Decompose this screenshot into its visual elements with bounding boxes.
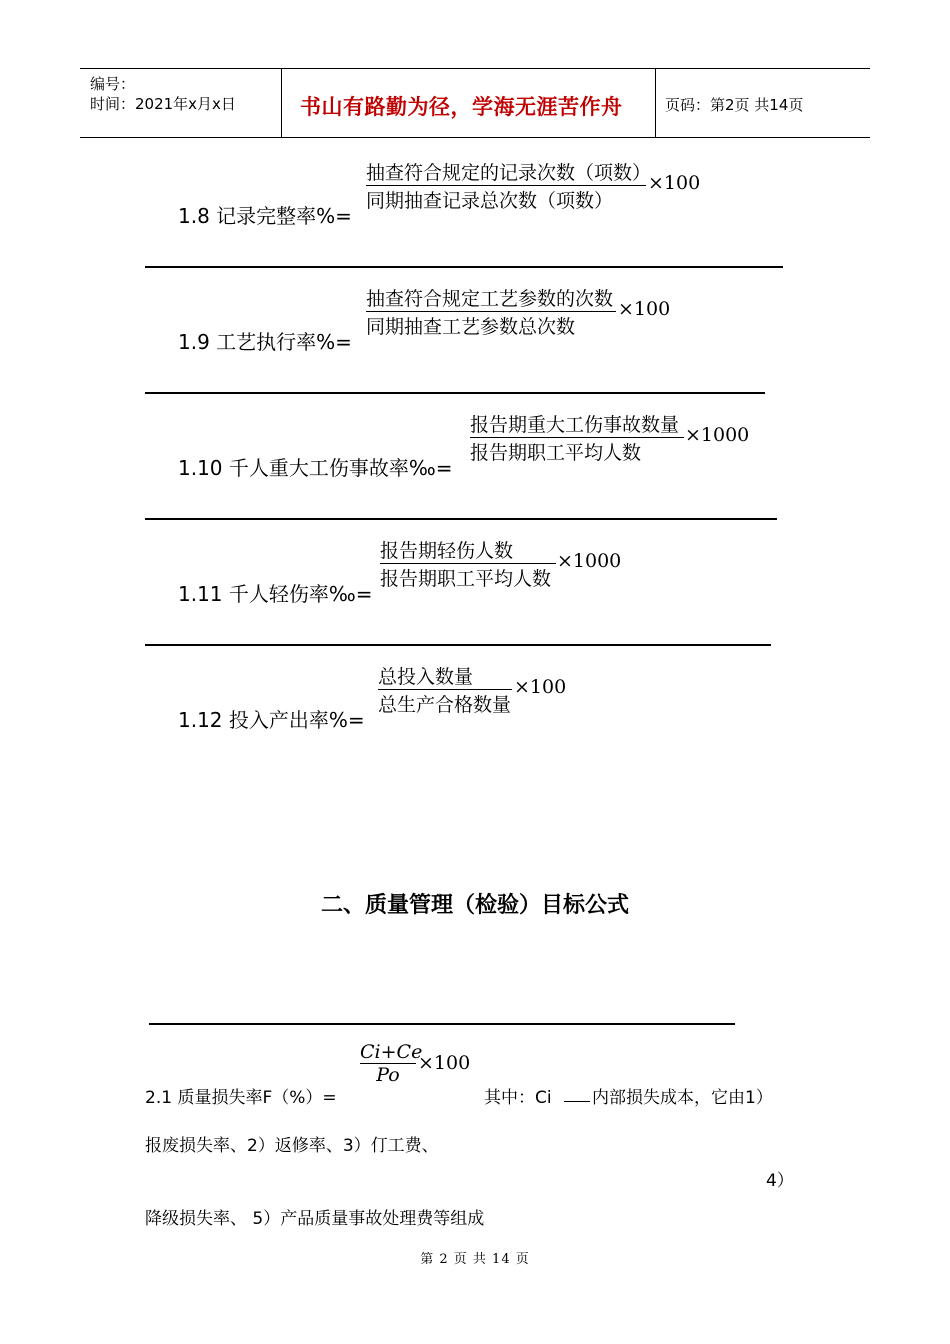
page-footer: 第 2 页 共 14 页 — [420, 1252, 530, 1267]
formula-label: 2.1 质量损失率F（%）= — [145, 1088, 337, 1108]
underline-blank — [564, 1101, 590, 1102]
header-table — [80, 68, 870, 138]
fraction-denominator: 总生产合格数量 — [378, 694, 512, 716]
number-label: 编号： — [90, 75, 136, 93]
multiplier: ×100 — [514, 676, 567, 698]
divider-line — [145, 518, 777, 520]
page-info: 页码：第2页 共14页 — [665, 96, 804, 114]
multiplier: ×1000 — [685, 424, 750, 446]
fraction — [360, 1041, 423, 1086]
fraction — [366, 284, 616, 339]
fraction-denominator: 报告期职工平均人数 — [380, 568, 552, 590]
body-line: 降级损失率、 5）产品质量事故处理费等组成 — [145, 1209, 485, 1229]
header-right-cell — [655, 69, 870, 137]
fraction-denominator: 同期抽查记录总次数（项数） — [366, 190, 614, 212]
divider-line — [145, 644, 771, 646]
fraction-numerator: 报告期重大工伤事故数量 — [470, 414, 680, 436]
note-suffix: 内部损失成本，它由1） — [592, 1088, 773, 1108]
fraction — [366, 158, 652, 213]
multiplier: ×100 — [618, 298, 671, 320]
divider-line — [149, 1023, 735, 1025]
formula-label: 1.12 投入产出率%= — [178, 708, 365, 732]
fraction-denominator: 同期抽查工艺参数总次数 — [366, 316, 576, 338]
body-line: 4） — [766, 1171, 794, 1191]
multiplier: ×100 — [418, 1052, 471, 1074]
fraction — [380, 536, 556, 591]
divider-line — [145, 392, 765, 394]
time-label: 时间：2021年x月x日 — [90, 95, 236, 113]
fraction-numerator: Ci+Ce — [360, 1041, 423, 1063]
note-prefix: 其中：Ci — [484, 1088, 552, 1108]
header-middle-cell — [281, 69, 656, 137]
body-line: 报废损失率、2）返修率、3）仃工费、 — [145, 1136, 439, 1156]
fraction — [470, 410, 684, 465]
multiplier: ×100 — [648, 172, 701, 194]
fraction-denominator: Po — [376, 1064, 400, 1086]
motto: 书山有路勤为径，学海无涯苦作舟 — [300, 95, 623, 119]
fraction-numerator: 报告期轻伤人数 — [380, 540, 514, 562]
fraction-numerator: 抽查符合规定的记录次数（项数） — [366, 162, 652, 184]
section-title: 二、质量管理（检验）目标公式 — [320, 893, 629, 918]
formula-label: 1.9 工艺执行率%= — [178, 330, 352, 354]
fraction-numerator: 抽查符合规定工艺参数的次数 — [366, 288, 614, 310]
fraction-denominator: 报告期职工平均人数 — [470, 442, 642, 464]
divider-line — [145, 266, 783, 268]
fraction-numerator: 总投入数量 — [378, 666, 474, 688]
formula-label: 1.11 千人轻伤率‰= — [178, 582, 373, 606]
fraction — [378, 662, 512, 717]
header-left-cell — [80, 69, 281, 137]
formula-label: 1.10 千人重大工伤事故率‰= — [178, 456, 453, 480]
formula-label: 1.8 记录完整率%= — [178, 204, 352, 228]
multiplier: ×1000 — [557, 550, 622, 572]
